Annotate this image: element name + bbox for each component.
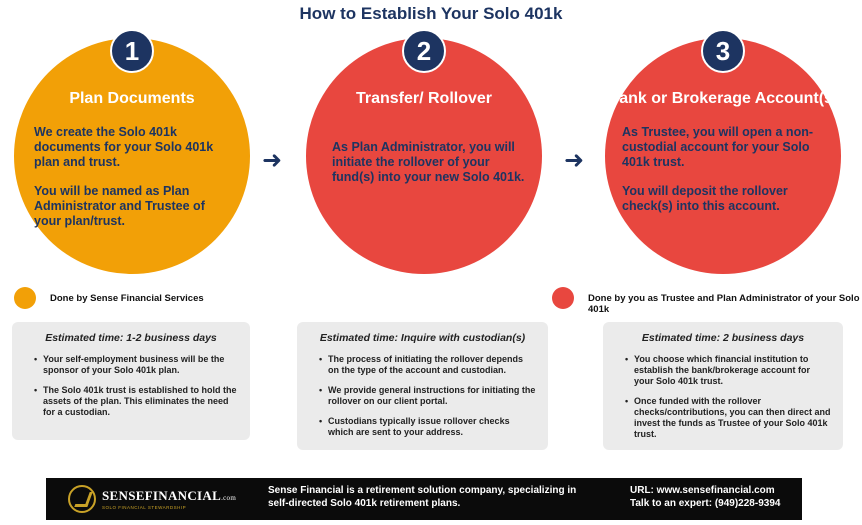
step-3-number: 3 [701,29,745,73]
logo-tagline: SOLO FINANCIAL STEWARDSHIP [102,505,187,510]
step-1-paragraph: We create the Solo 401k documents for your Solo 401k plan and trust. [34,125,214,169]
page-title: How to Establish Your Solo 401k [299,4,563,23]
arrow-right-icon: ➜ [262,147,283,174]
step-2-estimated-time: Estimated time: Inquire with custodian(s) [319,332,526,344]
footer-contact [630,484,800,510]
list-item: • Your self-employment business will be the sponsor of your Solo 401k plan. [34,354,238,376]
step-2-title: Transfer/ Rollover [355,90,493,107]
step-1-estimated-time: Estimated time: 1-2 business days [45,332,217,344]
step-2-paragraph: As Plan Administrator, you will initiate the rollover of your fund(s) into your new Solo 401k. [332,140,525,184]
step-3-paragraph: You will deposit the rollover check(s) into this account. [622,184,788,213]
step-1-text [34,125,234,243]
logo-domain: .com [221,494,237,502]
legend-red-label: Done by you as Trustee and Plan Administrator of your Solo 401k [588,293,860,315]
logo-name [102,488,236,504]
step-2-text [332,140,532,199]
logo-icon [68,485,96,513]
list-item: • The Solo 401k trust is established to hold the assets of the plan. This eliminates the need for a custodian. [34,385,238,418]
step-3-text [622,125,832,228]
footer-banner [46,478,802,520]
list-item: • You choose which financial institution to establish the bank/brokerage account for your Solo 401k trust. [625,354,831,387]
list-item: • Custodians typically issue rollover checks which are sent to your address. [319,416,536,438]
footer-description: Sense Financial is a retirement solution company, specializing in self-directed Solo 401k retirement plans. [268,485,577,509]
step-2-details-box [297,322,548,450]
step-3-estimated-time: Estimated time: 2 business days [641,332,805,344]
list-item: • We provide general instructions for initiating the rollover on our client portal. [319,385,536,407]
step-3-title: Bank or Brokerage Account(s) [607,90,839,107]
step-3-details-box [603,322,843,450]
logo-name-text: SENSEFINANCIAL [102,488,222,503]
footer-phone[interactable]: Talk to an expert: (949)228-9394 [630,498,781,509]
step-3-paragraph: As Trustee, you will open a non-custodial account for your Solo 401k trust. [622,125,813,169]
legend-orange-label: Done by Sense Financial Services [50,293,204,304]
legend-red-dot [552,287,574,309]
list-item: • The process of initiating the rollover depends on the type of the account and custodian. [319,354,536,376]
step-1-details-box [12,322,250,440]
arrow-right-icon: ➜ [564,147,585,174]
footer-url[interactable]: URL: www.sensefinancial.com [630,485,775,496]
step-1-title: Plan Documents [69,90,195,107]
step-1-number: 1 [110,29,154,73]
step-2-number: 2 [402,29,446,73]
step-1-paragraph: You will be named as Plan Administrator and Trustee of your plan/trust. [34,184,205,228]
legend-orange-dot [14,287,36,309]
list-item: • Once funded with the rollover checks/contributions, you can then direct and invest the funds as Trustee of your Solo 401k trust. [625,396,831,440]
